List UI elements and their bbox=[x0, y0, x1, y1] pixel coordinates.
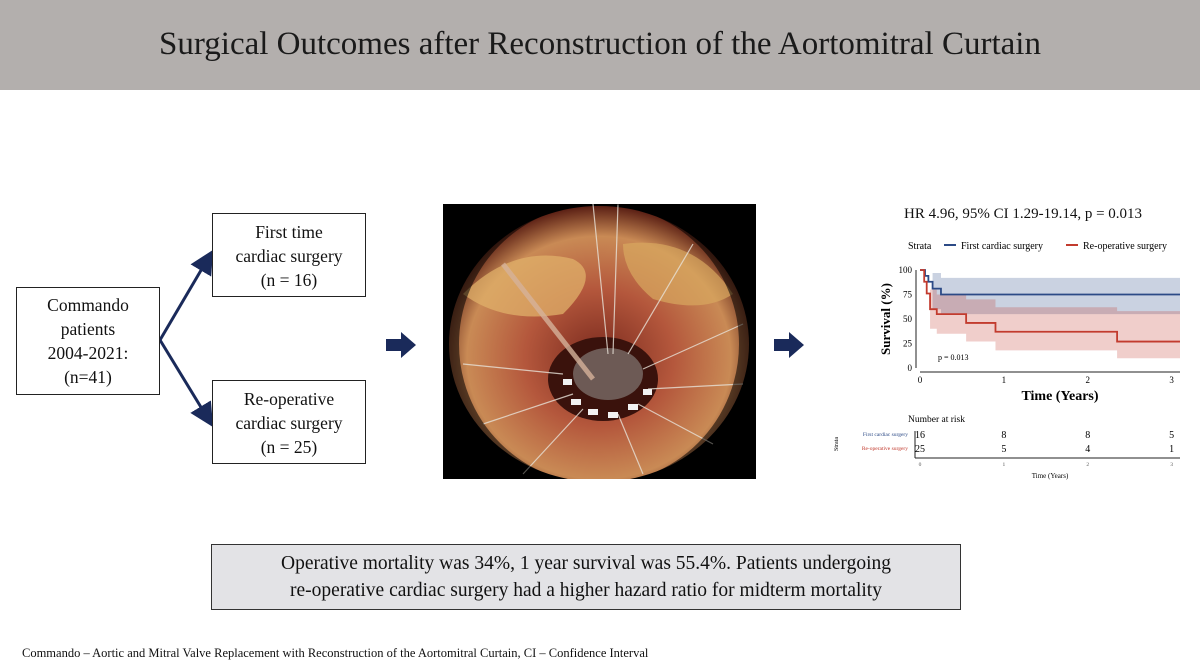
y-tick-label: 75 bbox=[903, 289, 912, 300]
risk-value: 5 bbox=[1001, 444, 1007, 455]
risk-value: 8 bbox=[1001, 430, 1007, 441]
risk-row-label: Re-operative surgery bbox=[861, 446, 908, 452]
summary-line-2: re-operative cardiac surgery had a higher hazard ratio for midterm mortality bbox=[290, 580, 882, 601]
x-tick-label: 0 bbox=[917, 375, 923, 385]
y-tick-label: 100 bbox=[898, 265, 912, 275]
risk-value: 25 bbox=[915, 444, 925, 455]
legend-item-first: First cardiac surgery bbox=[961, 241, 1044, 252]
risk-value: 5 bbox=[1169, 430, 1175, 441]
risk-strata-label: Strata bbox=[834, 437, 840, 451]
risk-value: 8 bbox=[1085, 430, 1091, 441]
summary-line-1: Operative mortality was 34%, 1 year survival was 55.4%. Patients undergoing bbox=[281, 553, 891, 574]
legend-title: Strata bbox=[908, 241, 932, 252]
first-time-surgery-box bbox=[212, 213, 366, 297]
commando-patients-box bbox=[16, 287, 160, 395]
risk-x-tick: 2 bbox=[1086, 462, 1090, 468]
risk-value: 4 bbox=[1085, 444, 1091, 455]
p-value-label: p = 0.013 bbox=[938, 353, 969, 362]
risk-value: 16 bbox=[915, 430, 925, 441]
risk-x-tick: 0 bbox=[918, 462, 922, 468]
reop-line-1: Re-operative bbox=[243, 389, 335, 409]
arrow-to-chart bbox=[774, 332, 804, 358]
risk-x-tick: 1 bbox=[1002, 462, 1006, 468]
x-axis-label: Time (Years) bbox=[1021, 389, 1099, 404]
reop-line-3: (n = 25) bbox=[260, 437, 318, 457]
y-tick-label: 50 bbox=[903, 314, 912, 324]
commando-line-3: 2004-2021: bbox=[47, 343, 129, 363]
branch-arrow-first bbox=[160, 255, 210, 340]
commando-line-1: Commando bbox=[47, 295, 129, 315]
kaplan-meier-chart bbox=[820, 200, 1190, 490]
first-line-3: (n = 16) bbox=[260, 270, 318, 290]
commando-line-4: (n=41) bbox=[64, 367, 112, 387]
footnote: Commando – Aortic and Mitral Valve Replacement with Reconstruction of the Aortomitral Curtain, CI – Confidence Interval bbox=[22, 646, 649, 660]
first-line-2: cardiac surgery bbox=[235, 246, 343, 266]
y-axis-label: Survival (%) bbox=[878, 283, 893, 355]
x-tick-label: 3 bbox=[1169, 375, 1174, 385]
x-tick-label: 1 bbox=[1001, 375, 1007, 385]
kaplan-meier-panel bbox=[820, 200, 1190, 490]
arrow-to-photo bbox=[386, 332, 416, 358]
branch-arrow-reop bbox=[160, 340, 210, 422]
hazard-ratio-text: HR 4.96, 95% CI 1.29-19.14, p = 0.013 bbox=[904, 206, 1143, 222]
reoperative-surgery-box bbox=[212, 380, 366, 464]
y-tick-label: 0 bbox=[907, 363, 912, 373]
risk-x-tick: 3 bbox=[1170, 462, 1173, 468]
risk-value: 1 bbox=[1169, 444, 1175, 455]
reop-line-2: cardiac surgery bbox=[235, 413, 343, 433]
y-tick-label: 25 bbox=[903, 338, 912, 349]
slide-title: Surgical Outcomes after Reconstruction of the Aortomitral Curtain bbox=[159, 26, 1041, 62]
commando-line-2: patients bbox=[60, 319, 116, 339]
x-tick-label: 2 bbox=[1085, 375, 1090, 385]
summary-box bbox=[211, 544, 961, 610]
risk-row-label: First cardiac surgery bbox=[862, 432, 908, 438]
risk-table-title: Number at risk bbox=[908, 415, 965, 425]
legend-item-reop: Re-operative surgery bbox=[1083, 241, 1167, 252]
surgical-photo bbox=[443, 204, 756, 479]
first-line-1: First time bbox=[255, 222, 323, 242]
risk-x-label: Time (Years) bbox=[1031, 472, 1069, 480]
